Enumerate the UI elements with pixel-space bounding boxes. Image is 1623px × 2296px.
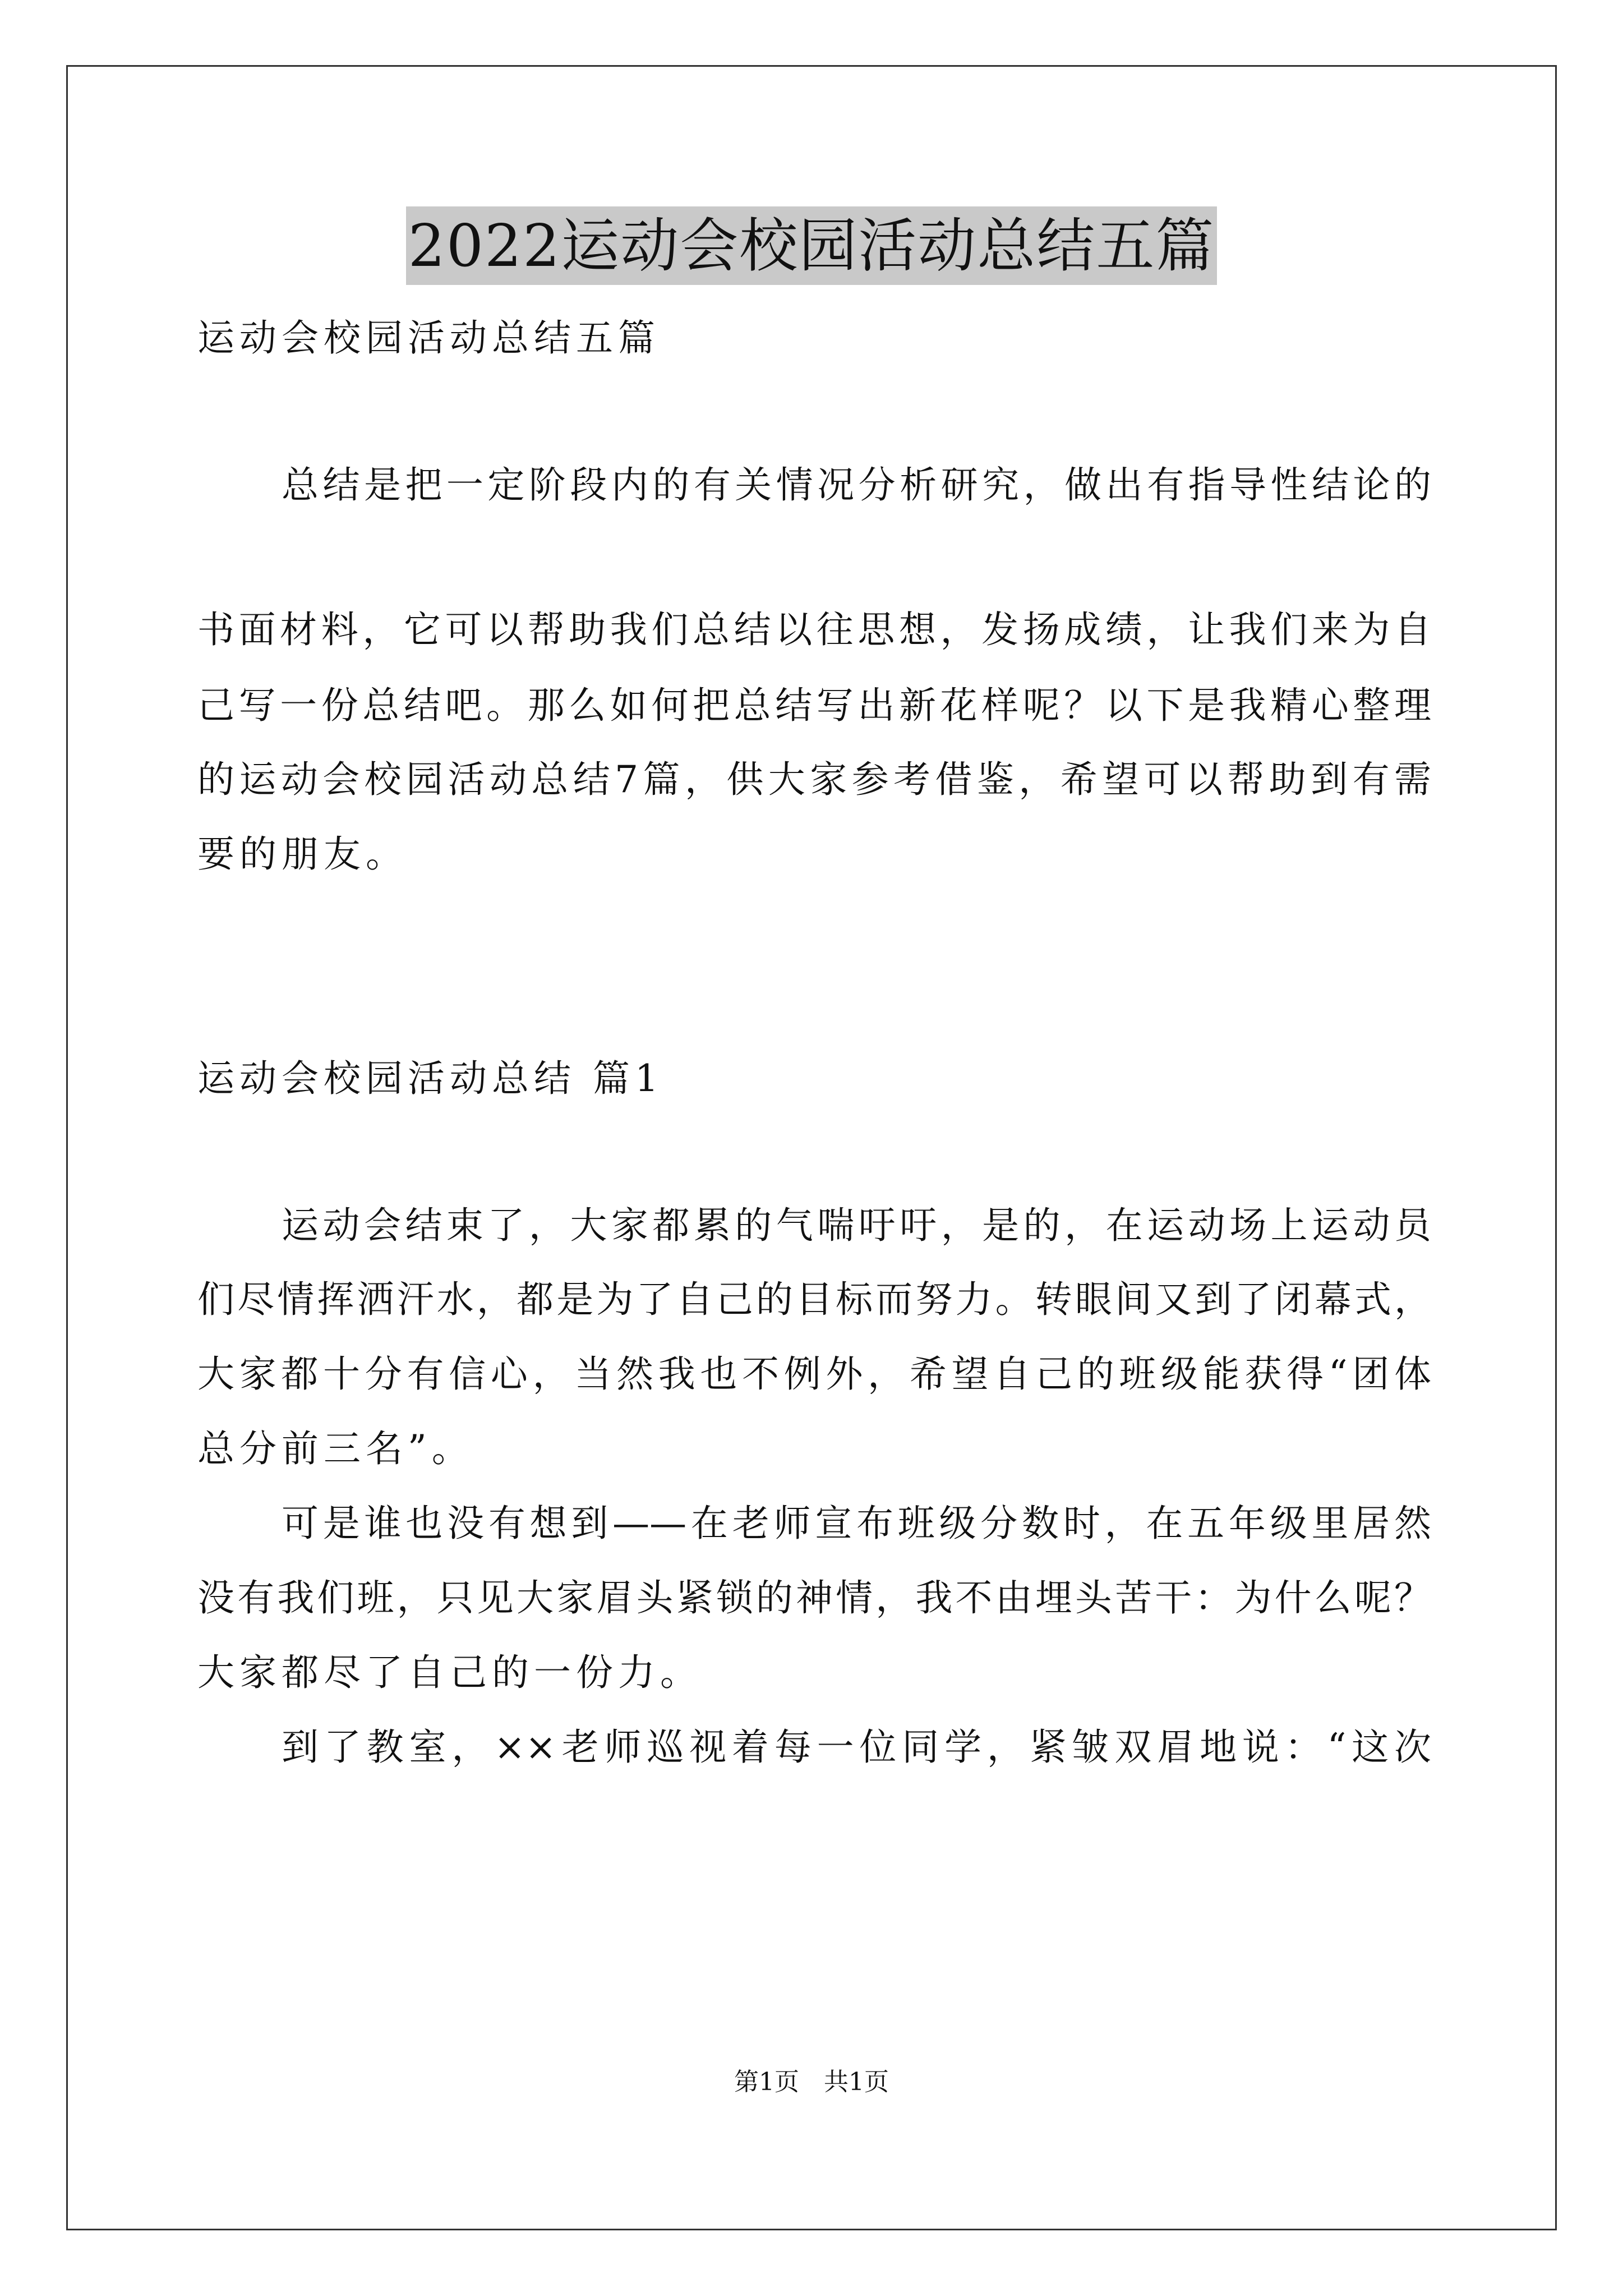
title-container <box>0 206 1623 285</box>
paragraph-line: 们尽情挥洒汗水，都是为了自己的目标而努力。转眼间又到了闭幕式， <box>197 1278 1431 1321</box>
paragraph-line: 运动会结束了，大家都累的气喘吁吁，是的，在运动场上运动员 <box>282 1204 1431 1247</box>
document-title: 2022运动会校园活动总结五篇 <box>406 206 1218 285</box>
paragraph-line: 可是谁也没有想到——在老师宣布班级分数时，在五年级里居然 <box>282 1502 1431 1545</box>
intro-line: 书面材料，它可以帮助我们总结以往思想，发扬成绩，让我们来为自 <box>197 608 1431 651</box>
page-border <box>66 65 1557 2230</box>
intro-line: 要的朋友。 <box>197 832 408 876</box>
intro-line: 己写一份总结吧。那么如何把总结写出新花样呢？以下是我精心整理 <box>197 684 1431 727</box>
intro-line: 的运动会校园活动总结7篇，供大家参考借鉴，希望可以帮助到有需 <box>197 758 1431 801</box>
paragraph-line: 大家都尽了自己的一份力。 <box>197 1651 702 1694</box>
paragraph-line: 没有我们班，只见大家眉头紧锁的神情，我不由埋头苦干：为什么呢？ <box>197 1576 1431 1619</box>
paragraph-line: 大家都十分有信心，当然我也不例外，希望自己的班级能获得“团体 <box>197 1352 1431 1396</box>
section-heading: 运动会校园活动总结 篇1 <box>197 1057 663 1100</box>
intro-line: 总结是把一定阶段内的有关情况分析研究，做出有指导性结论的 <box>282 463 1431 507</box>
paragraph-line: 总分前三名”。 <box>197 1427 474 1470</box>
paragraph-line: 到了教室，××老师巡视着每一位同学，紧皱双眉地说：“这次 <box>282 1726 1431 1769</box>
page-footer: 第1页 共1页 <box>734 2068 889 2096</box>
document-subtitle: 运动会校园活动总结五篇 <box>197 316 660 360</box>
